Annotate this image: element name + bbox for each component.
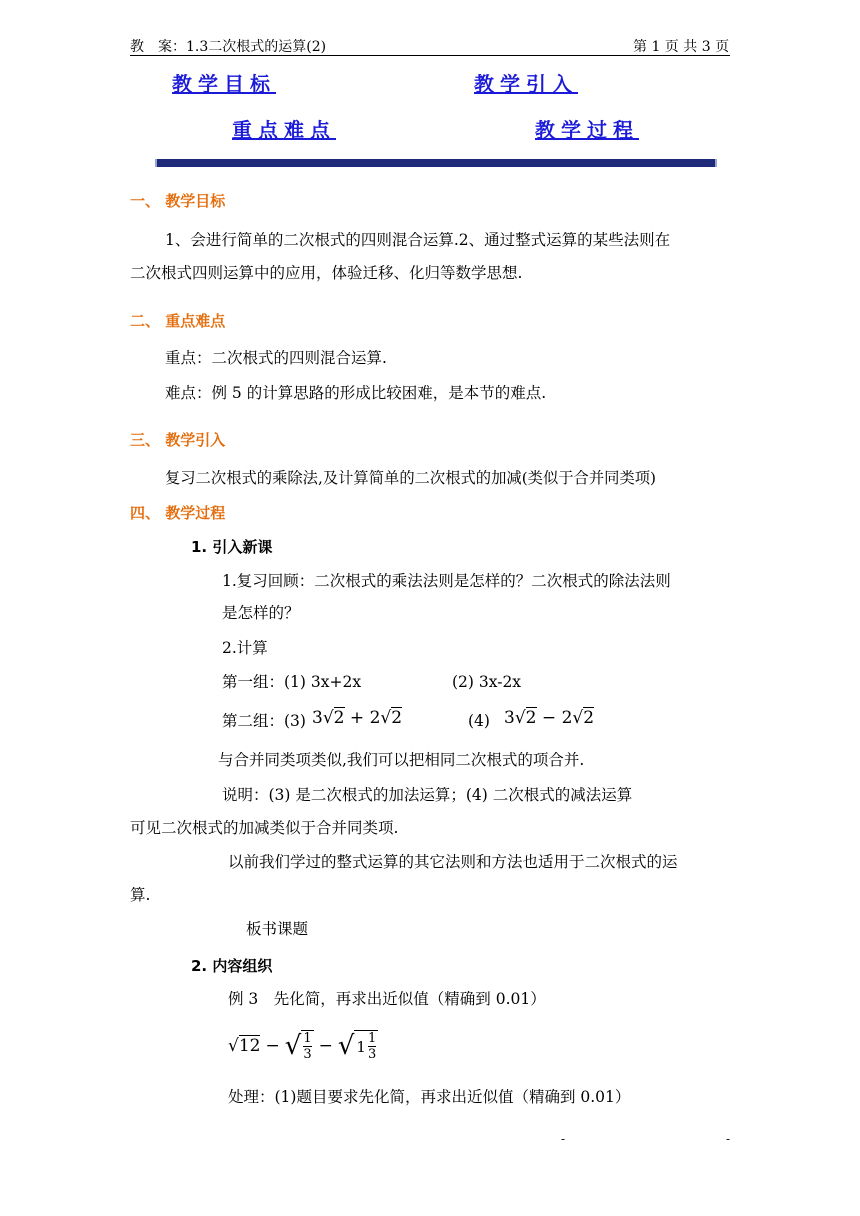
board-title: 板书课题 (246, 920, 309, 938)
nav-link-process[interactable]: 教学过程 (535, 118, 639, 142)
before-line1: 以前我们学过的整式运算的其它法则和方法也适用于二次根式的运 (228, 853, 678, 871)
explain-line2: 可见二次根式的加减类似于合并同类项. (130, 819, 399, 837)
denominator: 3 (303, 1047, 312, 1062)
intro-text: 复习二次根式的乘除法,及计算简单的二次根式的加减(类似于合并同类项) (165, 469, 657, 487)
sqrt-icon: √2 (572, 708, 595, 728)
step2-title: 2. 内容组织 (191, 957, 273, 975)
denominator: 3 (367, 1047, 377, 1062)
sqrt-icon: √2 (322, 708, 345, 728)
radicand: 2 (333, 708, 345, 728)
example3-formula (228, 1030, 378, 1062)
numerator: 1 (367, 1031, 377, 1046)
review-line2: 是怎样的？ (222, 604, 300, 622)
nav-link-goals[interactable]: 教学目标 (172, 72, 276, 96)
operator: − (541, 708, 557, 728)
decorative-divider-bar (157, 159, 715, 167)
goals-text-line2: 二次根式四则运算中的应用，体验迁移、化归等数学思想. (130, 264, 523, 282)
section-title-intro: 三、 教学引入 (130, 431, 226, 449)
operator: − (265, 1036, 280, 1056)
nav-link-intro[interactable]: 教学引入 (474, 72, 578, 96)
header-divider (130, 55, 730, 56)
group2-expr-3 (312, 708, 402, 728)
coef: 2 (369, 708, 381, 728)
fraction (368, 1031, 376, 1062)
coef: 2 (561, 708, 573, 728)
sqrt-icon: √2 (380, 708, 403, 728)
whole: 1 (356, 1037, 366, 1056)
review-line1: 1.复习回顾：二次根式的乘法法则是怎样的？二次根式的除法法则 (222, 572, 671, 590)
numerator: 1 (303, 1031, 312, 1046)
similar-text: 与合并同类项类似,我们可以把相同二次根式的项合并. (218, 751, 585, 769)
example3-text: 例 3 先化简，再求出近似值（精确到 0.01） (228, 990, 546, 1008)
section-title-process: 四、 教学过程 (130, 504, 226, 522)
sqrt-icon: √ (337, 1031, 355, 1061)
coef: 3 (504, 708, 515, 728)
sqrt-icon: √2 (514, 708, 537, 728)
group1-a: 第一组：(1) 3x+2x (222, 673, 362, 691)
footer-left-mark: - (561, 1132, 566, 1146)
difficulty-text: 难点：例 5 的计算思路的形成比较困难，是本节的难点. (165, 384, 547, 402)
calc-label: 2.计算 (222, 639, 268, 657)
group1-b: (2) 3x-2x (452, 673, 522, 691)
header-title: 教 案：1.3二次根式的运算(2) (130, 39, 327, 55)
group2-b-label: (4) (468, 712, 490, 730)
mixed-number (354, 1030, 378, 1062)
radicand: 2 (525, 708, 537, 728)
sqrt-icon: √12 (228, 1036, 261, 1056)
group2-expr-4 (504, 708, 594, 728)
section-title-key-points: 二、 重点难点 (130, 312, 226, 330)
footer-right-mark: - (726, 1132, 731, 1146)
operator: + (349, 708, 365, 728)
before-line2: 算. (130, 886, 151, 904)
fraction (301, 1030, 313, 1062)
radicand: 2 (391, 708, 403, 728)
group2-a-label: 第二组：(3) (222, 712, 306, 730)
step1-title: 1. 引入新课 (191, 538, 273, 556)
nav-link-key-points[interactable]: 重点难点 (232, 118, 336, 142)
operator: − (318, 1036, 333, 1056)
coef: 3 (312, 708, 323, 728)
header-page-number: 第 1 页 共 3 页 (633, 39, 730, 55)
sqrt-icon: √ (284, 1031, 302, 1061)
section-title-goals: 一、 教学目标 (130, 192, 226, 210)
explain-line1: 说明：(3) 是二次根式的加法运算；(4) 二次根式的减法运算 (222, 786, 633, 804)
radicand: 2 (583, 708, 595, 728)
key-point-text: 重点：二次根式的四则混合运算. (165, 349, 387, 367)
goals-text-line1: 1、会进行简单的二次根式的四则混合运算.2、通过整式运算的某些法则在 (165, 231, 671, 249)
handle-text: 处理：(1)题目要求先化简，再求出近似值（精确到 0.01） (228, 1088, 631, 1106)
radicand: 12 (238, 1036, 261, 1056)
